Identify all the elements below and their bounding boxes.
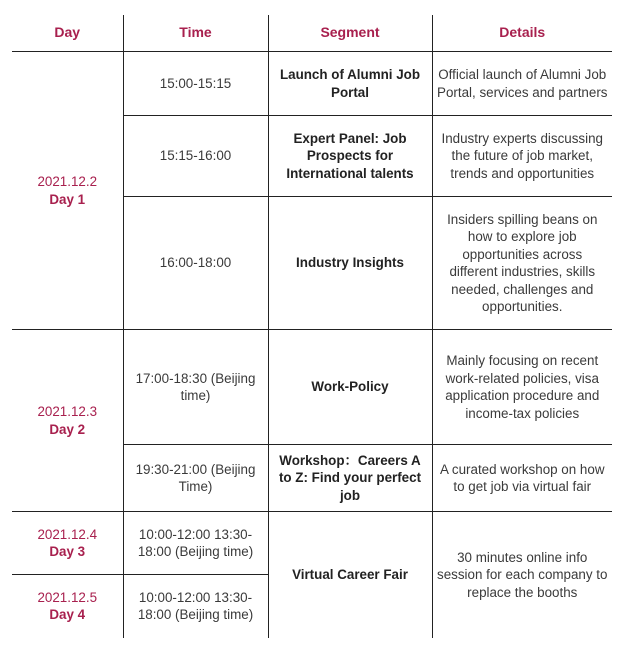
segment-cell: Expert Panel: Job Prospects for International talents	[268, 116, 432, 197]
day-cell	[12, 512, 123, 575]
table-row	[12, 52, 612, 116]
time-cell: 10:00-12:00 13:30-18:00 (Beijing time)	[123, 512, 268, 575]
header-row	[12, 15, 612, 52]
segment-cell: Work-Policy	[268, 330, 432, 445]
day-cell	[12, 575, 123, 638]
time-cell: 19:30-21:00 (Beijing Time)	[123, 445, 268, 512]
details-cell: Insiders spilling beans on how to explore job opportunities across different industries, skills needed, challenges and opportunities.	[432, 197, 612, 330]
details-cell: 30 minutes online info session for each company to replace the booths	[437, 549, 608, 600]
segment-cell: Industry Insights	[268, 197, 432, 330]
header-day: Day	[12, 15, 123, 52]
day-label: Day 2	[49, 421, 86, 437]
day-cell	[12, 52, 123, 330]
details-cell: Mainly focusing on recent work-related policies, visa application procedure and income-tax policies	[432, 330, 612, 445]
header-details: Details	[432, 15, 612, 52]
day-date: 2021.12.4	[37, 526, 98, 542]
day-label: Day 4	[49, 607, 86, 623]
details-cell: A curated workshop on how to get job via virtual fair	[432, 445, 612, 512]
table-row	[12, 330, 612, 445]
day-date: 2021.12.5	[37, 589, 98, 605]
segment-cell: Virtual Career Fair	[268, 512, 432, 638]
time-cell: 15:00-15:15	[123, 52, 268, 116]
segment-cell: Workshop：Careers A to Z: Find your perfect job	[268, 445, 432, 512]
event-schedule-table	[12, 15, 612, 638]
day-date: 2021.12.3	[37, 404, 98, 419]
header-time: Time	[123, 15, 268, 52]
details-cell: Official launch of Alumni Job Portal, services and partners	[432, 52, 612, 116]
header-segment: Segment	[268, 15, 432, 52]
time-cell: 15:15-16:00	[123, 116, 268, 197]
table-row	[12, 512, 612, 575]
day-label: Day 3	[49, 544, 86, 559]
segment-cell: Launch of Alumni Job Portal	[268, 52, 432, 116]
day-cell	[12, 330, 123, 512]
day-label: Day 1	[49, 191, 86, 207]
time-cell: 16:00-18:00	[123, 197, 268, 330]
details-cell: Industry experts discussing the future of job market, trends and opportunities	[432, 116, 612, 197]
time-cell: 17:00-18:30 (Beijing time)	[123, 330, 268, 445]
time-cell: 10:00-12:00 13:30-18:00 (Beijing time)	[123, 575, 268, 638]
day-date: 2021.12.2	[37, 174, 98, 189]
